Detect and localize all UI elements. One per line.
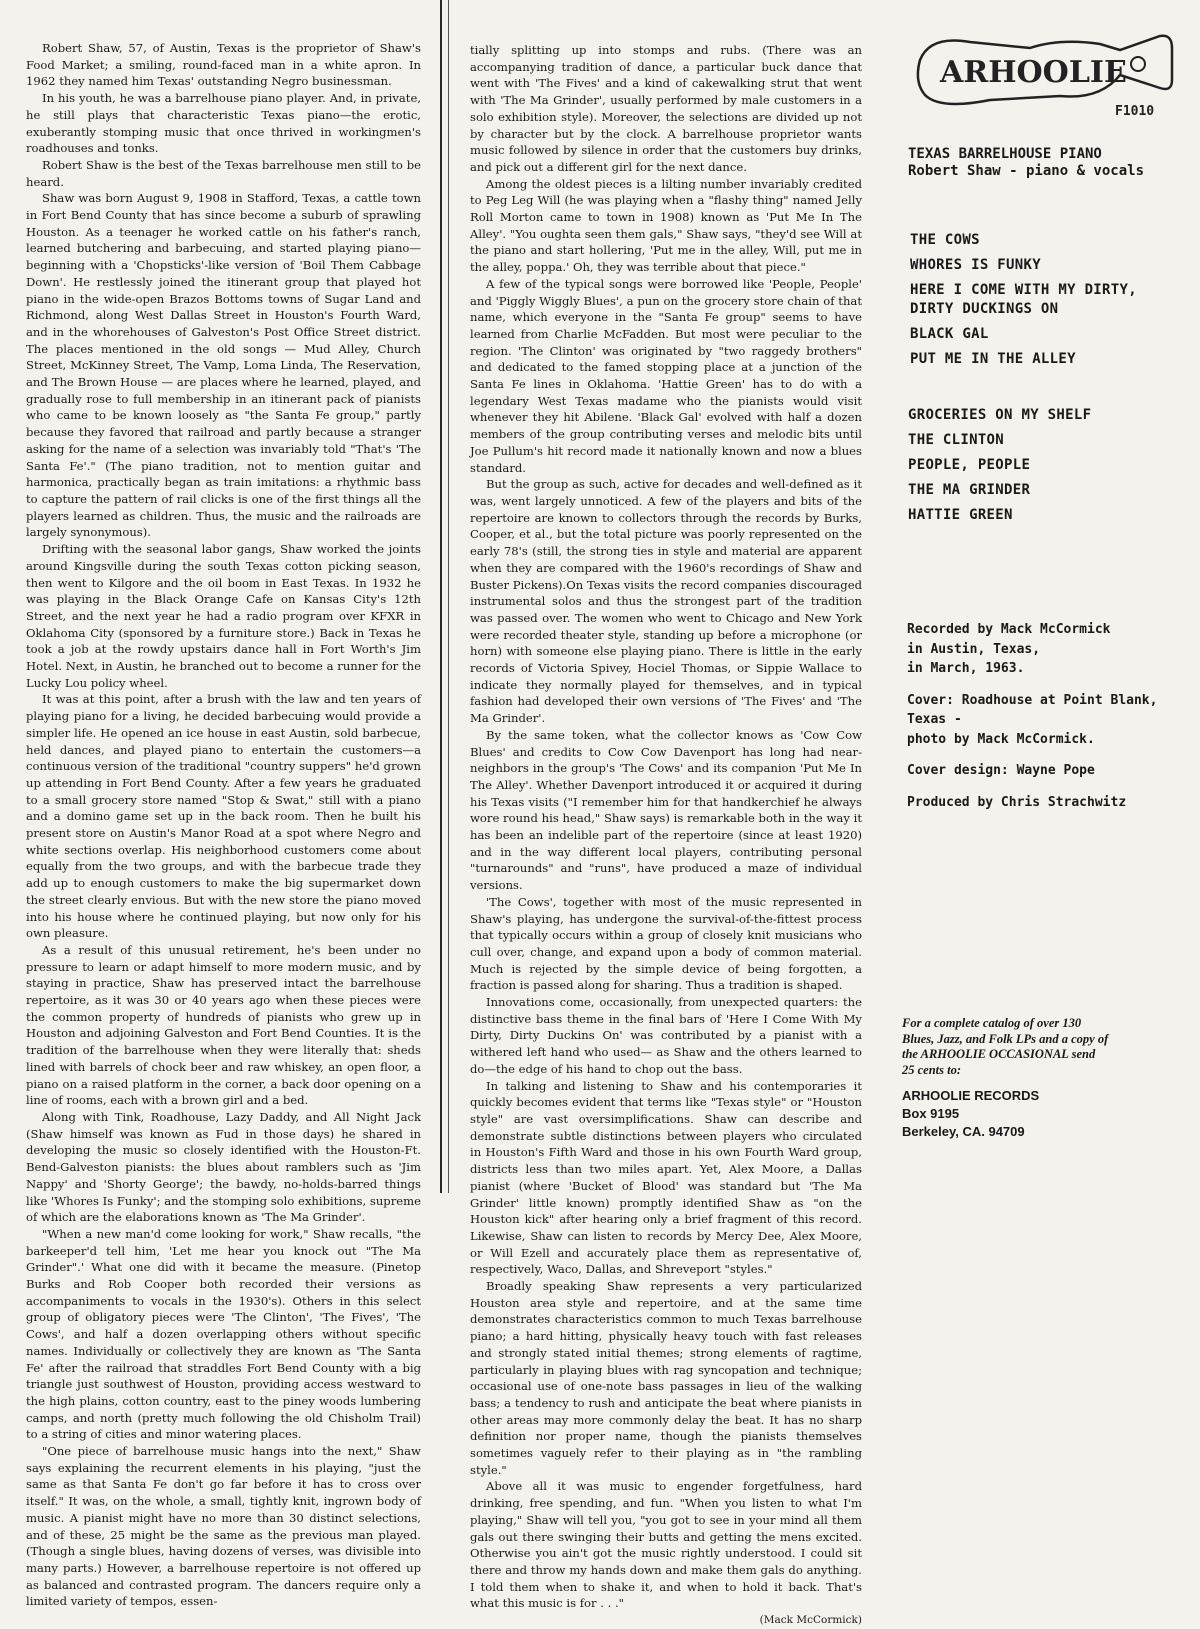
paragraph: Above all it was music to engender forgetfulness, hard drinking, free spending, and fun. "When you listen to what I'm playing," Shaw will tell you, "you got to see in your mind all them gals out there swinging their butts and getting the mens excited. Otherwise you ain't got the music rightly understood. I could sit there and throw my hands down and make them gals do anything. I told them when to shake it, and when to hold it back. That's what this music is for . . ." bbox=[470, 1479, 862, 1611]
catalog-offer bbox=[902, 1016, 1162, 1078]
paragraph: It was at this point, after a brush with the law and ten years of playing piano for a living, he decided barbecuing would provide a simpler life. He opened an ice house in east Austin, sold barbecue, held dances, and played piano to entertain the customers—a continuous version of the traditional "country suppers" he'd grown up attending in Fort Bend County. After a few years he graduated to a small grocery store named "Stop & Swat," still with a piano and a domino game set up in the back room. Then he built his present store on Austin's Manor Road at a spot where Negro and white sections overlap. His neighborhood customers come about equally from the two groups, and with the barbecue trade they add up to enough customers to make the big supermarket down the street clearly envious. But with the new store the piano moved into his house where he continued playing, but now only for his own pleasure. bbox=[26, 692, 421, 941]
track-title: PUT ME IN THE ALLEY bbox=[910, 351, 1076, 367]
paragraph: Innovations come, occasionally, from unexpected quarters: the distinctive bass theme in the final bars of 'Here I Come With My Dirty, Dirty Duckins On' was contributed by a pianist with a withered left hand who used— as Shaw and the others learned to do—the edge of his hand to chop out the bass. bbox=[470, 995, 862, 1076]
track-title: BLACK GAL bbox=[910, 326, 989, 342]
paragraph: Drifting with the seasonal labor gangs, Shaw worked the joints around Kingsville during the south Texas cotton picking season, then went to Kilgore and the oil boom in East Texas. In 1932 he was playing in the Black Orange Cafe on Kansas City's 12th Street, and the next year he had a radio program over KFXR in Oklahoma City (sponsored by a furniture store.) Back in Texas he took a job at the rowdy upstairs dance hall in Fort Worth's Jim Hotel. Next, in Austin, he branched out to become a runner for the Lucky Lou policy wheel. bbox=[26, 542, 421, 690]
design-credit: Cover design: Wayne Pope bbox=[907, 763, 1095, 778]
paragraph: As a result of this unusual retirement, he's been under no pressure to learn or adapt himself to more modern music, and by staying in practice, Shaw has preserved intact the barrelhouse repertoire, as it was 30 or 40 years ago when these pieces were the common property of hundreds of pianists who grew up in Houston and adjoining Galveston and Fort Bend Counties. It is the tradition of the barrelhouse when they were literally that: sheds lined with barrels of chock beer and raw whiskey, an open floor, a piano on a raised platform in the corner, a back door opening on a line of rooms, each with a brown girl and a bed. bbox=[26, 942, 421, 1108]
address-line: Berkeley, CA. 94709 bbox=[902, 1124, 1025, 1139]
paragraph: A few of the typical songs were borrowed like 'People, People' and 'Piggly Wiggly Blues', a pun on the grocery store chain of that name, which everyone in the "Santa Fe group" seems to have learned from Charlie McFadden. But most were peculiar to the region. 'The Clinton' was originated by "two raggedy brothers" and dedicated to the famed stopping place at a junction of the Santa Fe lines in Oklahoma. 'Hattie Green' has to do with a legendary West Texas madame who the pianists would visit whenever they hit Abilene. 'Black Gal' evolved with half a dozen members of the group contributing verses and melodic bits until Joe Pullum's hit record made it nationally known and now a blues standard. bbox=[470, 276, 862, 475]
paragraph: "One piece of barrelhouse music hangs into the next," Shaw says explaining the recurrent elements in his playing, "just the same as that Santa Fe don't go far before it has to cross over itself." It was, on the whole, a small, tightly knit, ingrown body of music. A pianist might have no more than 30 distinct selections, and of these, 25 might be the same as the previous man played. (Though a single blues, having dozens of verses, was divisible into many parts.) However, a barrelhouse repertoire is not offered up as balanced and contrasted program. The dancers require only a limited variety of tempos, essen- bbox=[26, 1444, 421, 1609]
track-list-side-2 bbox=[908, 403, 1091, 528]
track-title: HATTIE GREEN bbox=[908, 507, 1013, 523]
address-line: ARHOOLIE RECORDS bbox=[902, 1088, 1040, 1103]
track-title: DIRTY DUCKINGS ON bbox=[910, 301, 1059, 317]
credit-line: in Austin, Texas, bbox=[907, 641, 1041, 657]
paragraph: In talking and listening to Shaw and his contemporaries it quickly becomes evident that terms like "Texas style" or "Houston style" are vast oversimplifications. Shaw can describe and demonstrate subtle distinctions between players who circulated in Houston's Fifth Ward and those in his own Fourth Ward group, districts less than two miles apart. Yet, Alex Moore, a Dallas pianist (where 'Bucket of Blood' was standard but 'The Ma Grinder' little known) promptly identified Shaw as "on the Houston kick" after hearing only a brief fragment of this record. Likewise, Shaw can listen to records by Mercy Dee, Alex Moore, or Will Ezell and accurately place them as representative of, respectively, Waco, Dallas, and Shreveport "styles." bbox=[470, 1078, 862, 1277]
credit-line: photo by Mack McCormick. bbox=[907, 731, 1095, 747]
paragraph: Broadly speaking Shaw represents a very particularized Houston area style and repertoire, and at the same time demonstrates characteristics common to much Texas barrelhouse piano; a hard hitting, physically heavy touch with fast releases and strongly stated initial themes; strong elements of ragtime, particularly in playing blues with rag syncopation and technique; occasional use of one-note bass passages in lieu of the walking bass; a tendency to rush and anticipate the beat where pianists in other areas may more commonly delay the beat. It has no sharp definition nor proper name, though the pianists themselves sometimes vaguely refer to their playing as in "the rambling style." bbox=[470, 1279, 862, 1477]
credit-line: in March, 1963. bbox=[907, 661, 1025, 676]
catalog-number: F1010 bbox=[1115, 104, 1155, 119]
paragraph: In his youth, he was a barrelhouse piano player. And, in private, he still plays that characteristic Texas piano—the erotic, exuberantly stomping music that once thrived in workingmen's roadhouses and tonks. bbox=[26, 91, 421, 156]
paragraph: tially splitting up into stomps and rubs. (There was an accompanying tradition of dance, a particular buck dance that went with 'The Fives' and a kind of cakewalking strut that went with 'The Ma Grinder', usually performed by male customers in a solo exhibition style). Moreover, the selections are divided up not by character but by the clock. A barrelhouse proprietor wants music followed by silence in order that the customers buy drinks, and pick out a different girl for the next dance. bbox=[470, 43, 862, 174]
recording-credit bbox=[907, 620, 1197, 679]
credits bbox=[907, 620, 1197, 824]
logo-wordmark: ARHOOLIE bbox=[940, 55, 1127, 90]
paragraph: By the same token, what the collector knows as 'Cow Cow Blues' and credits to Cow Cow Davenport has long had near-neighbors in the group's 'The Cows' and its companion 'Put Me In The Alley'. Whether Davenport introduced it or acquired it during his Texas visits ("I remember him for that handkerchief he always wore round his head," Shaw says) is remarkable both in the way it has been an indelible part of the repertoire (since at least 1920) and in the way different local players, contributing personal "turnarounds" and "runs", have produced a maze of individual versions. bbox=[470, 727, 862, 893]
offer-line: For a complete catalog of over 130 bbox=[902, 1016, 1082, 1030]
notes-column-2 bbox=[470, 42, 862, 1629]
track-title: PEOPLE, PEOPLE bbox=[908, 457, 1031, 473]
paragraph: "When a new man'd come looking for work," Shaw recalls, "the barkeeper'd tell him, 'Let me hear you knock out "The Ma Grinder".' What one did with it became the measure. (Pinetop Burks and Rob Cooper both recorded their versions as accompaniments to vocals in the 1930's). Others in this select group of obligatory pieces were 'The Clinton', 'The Fives', 'The Cows', and half a dozen overlapping others without specific names. Individually or collectively they are known as 'The Santa Fe' after the railroad that straddles Fort Bend County with a big triangle just southwest of Houston, providing access westward to the high plains, cotton country, east to the piney woods lumbering camps, and north (pretty much following the old Chisholm Trail) to a string of cities and minor watering places. bbox=[26, 1226, 421, 1442]
paragraph: Shaw was born August 9, 1908 in Stafford, Texas, a cattle town in Fort Bend County that has since become a suburb of sprawling Houston. As a teenager he worked cattle on his father's ranch, learned butchering and barbecuing, and started playing piano—beginning with a 'Chopsticks'-like version of 'Boil Them Cabbage Down'. He restlessly joined the itinerant group that played hot piano in the wide-open Brazos Bottoms towns of Sugar Land and Richmond, along West Dallas Street in Houston's Fourth Ward, and in the whorehouses of Galveston's Post Office Street district. The places mentioned in the old songs — Mud Alley, Church Street, McKinney Street, The Vamp, Loma Linda, The Reservation, and The Brown House — are places where he learned, played, and gradually rose to full membership in an itinerant pack of pianists who came to be known loosely as "the Santa Fe group," partly because they favored that railroad and partly because a stranger asking for the name of a selection was invariably told "That's 'The Santa Fe'." (The piano tradition, not to mention guitar and harmonica, practically began as train imitations: a rhythmic bass to capture the pattern of rail clicks is one of the first things all the players learned as children. Thus, the music and the railroads are largely synonymous). bbox=[26, 191, 421, 540]
credit-line: Texas - bbox=[907, 712, 962, 727]
artist-line: Robert Shaw - piano & vocals bbox=[908, 163, 1145, 179]
credit-line: Recorded by Mack McCormick bbox=[907, 622, 1111, 637]
album-info-panel bbox=[880, 0, 1200, 1193]
track-title: THE COWS bbox=[910, 232, 980, 248]
track-title: THE MA GRINDER bbox=[908, 482, 1031, 498]
offer-line: the ARHOOLIE OCCASIONAL send bbox=[902, 1047, 1096, 1061]
arhoolie-logo bbox=[910, 30, 1180, 120]
paragraph: Among the oldest pieces is a lilting number invariably credited to Peg Leg Will (he was playing when a "flashy thing" named Jelly Roll Morton came to town in 1908) known as 'Put Me In The Alley'. "You oughta seen them gals," Shaw says, "they'd see Will at the piano and start hollering, 'Put me in the alley, Will, put me in the alley, poppa.' Oh, they was terrible about that piece." bbox=[470, 176, 862, 275]
author-signature: (Mack McCormick) bbox=[759, 1614, 862, 1627]
credit-line: Cover: Roadhouse at Point Blank, bbox=[907, 692, 1158, 708]
paragraph: But the group as such, active for decades and well-defined as it was, went largely unnoticed. A few of the players and bits of the repertoire are known to collectors through the records by Burks, Cooper, et al., but the total picture was poorly represented on the early 78's (still, the strong ties in style and material are apparent when they are compared with the 1960's recordings of Shaw and Buster Pickens).On Texas visits the record companies discouraged instrumental solos and thus the strongest part of the tradition was passed over. The women who went to Chicago and New York were recorded theater style, standing up before a microphone (or horn) with someone else playing piano. There is little in the early records of Victoria Spivey, Hociel Thomas, or Sippie Wallace to indicate they normally played for themselves, and in typical fashion had developed their own versions of 'The Fives' and 'The Ma Grinder'. bbox=[470, 477, 862, 726]
paragraph: Along with Tink, Roadhouse, Lazy Daddy, and All Night Jack (Shaw himself was known as Fud in those days) he shared in developing the music so closely identified with the Houston-Ft. Bend-Galveston pianists: the blues about ramblers such as 'Jim Nappy' and 'Shorty George'; the bawdy, no-holds-barred things like 'Whores Is Funky'; and the stomping solo exhibitions, supreme of which are the elaborations known as 'The Ma Grinder'. bbox=[26, 1110, 421, 1225]
track-title: THE CLINTON bbox=[908, 432, 1005, 448]
notes-column-1 bbox=[26, 40, 421, 1610]
column-divider bbox=[440, 0, 442, 1193]
album-title: TEXAS BARRELHOUSE PIANO bbox=[908, 146, 1102, 162]
offer-line: 25 cents to: bbox=[902, 1062, 962, 1077]
address-line: Box 9195 bbox=[902, 1106, 960, 1121]
paragraph: Robert Shaw is the best of the Texas barrelhouse men still to be heard. bbox=[26, 157, 421, 189]
track-title: WHORES IS FUNKY bbox=[910, 257, 1041, 273]
track-title: GROCERIES ON MY SHELF bbox=[908, 407, 1092, 423]
paragraph: 'The Cows', together with most of the music represented in Shaw's playing, has undergone the survival-of-the-fittest process that typically occurs within a group of closely knit musicians who cull over, change, and expand upon a body of common material. Much is rejected by the simple device of being forgotten, a fraction is passed along for sharing. Thus a tradition is shaped. bbox=[470, 894, 862, 993]
column-divider bbox=[448, 0, 449, 1193]
track-list-side-1 bbox=[910, 228, 1137, 372]
track-title: HERE I COME WITH MY DIRTY, bbox=[910, 282, 1137, 298]
mailing-address bbox=[902, 1087, 1039, 1141]
producer-credit: Produced by Chris Strachwitz bbox=[907, 794, 1127, 810]
paragraph: Robert Shaw, 57, of Austin, Texas is the proprietor of Shaw's Food Market; a smiling, round-faced man in a white apron. In 1962 they named him Texas' outstanding Negro businessman. bbox=[26, 41, 421, 89]
cover-credit bbox=[907, 691, 1197, 750]
offer-line: Blues, Jazz, and Folk LPs and a copy of bbox=[902, 1031, 1109, 1046]
